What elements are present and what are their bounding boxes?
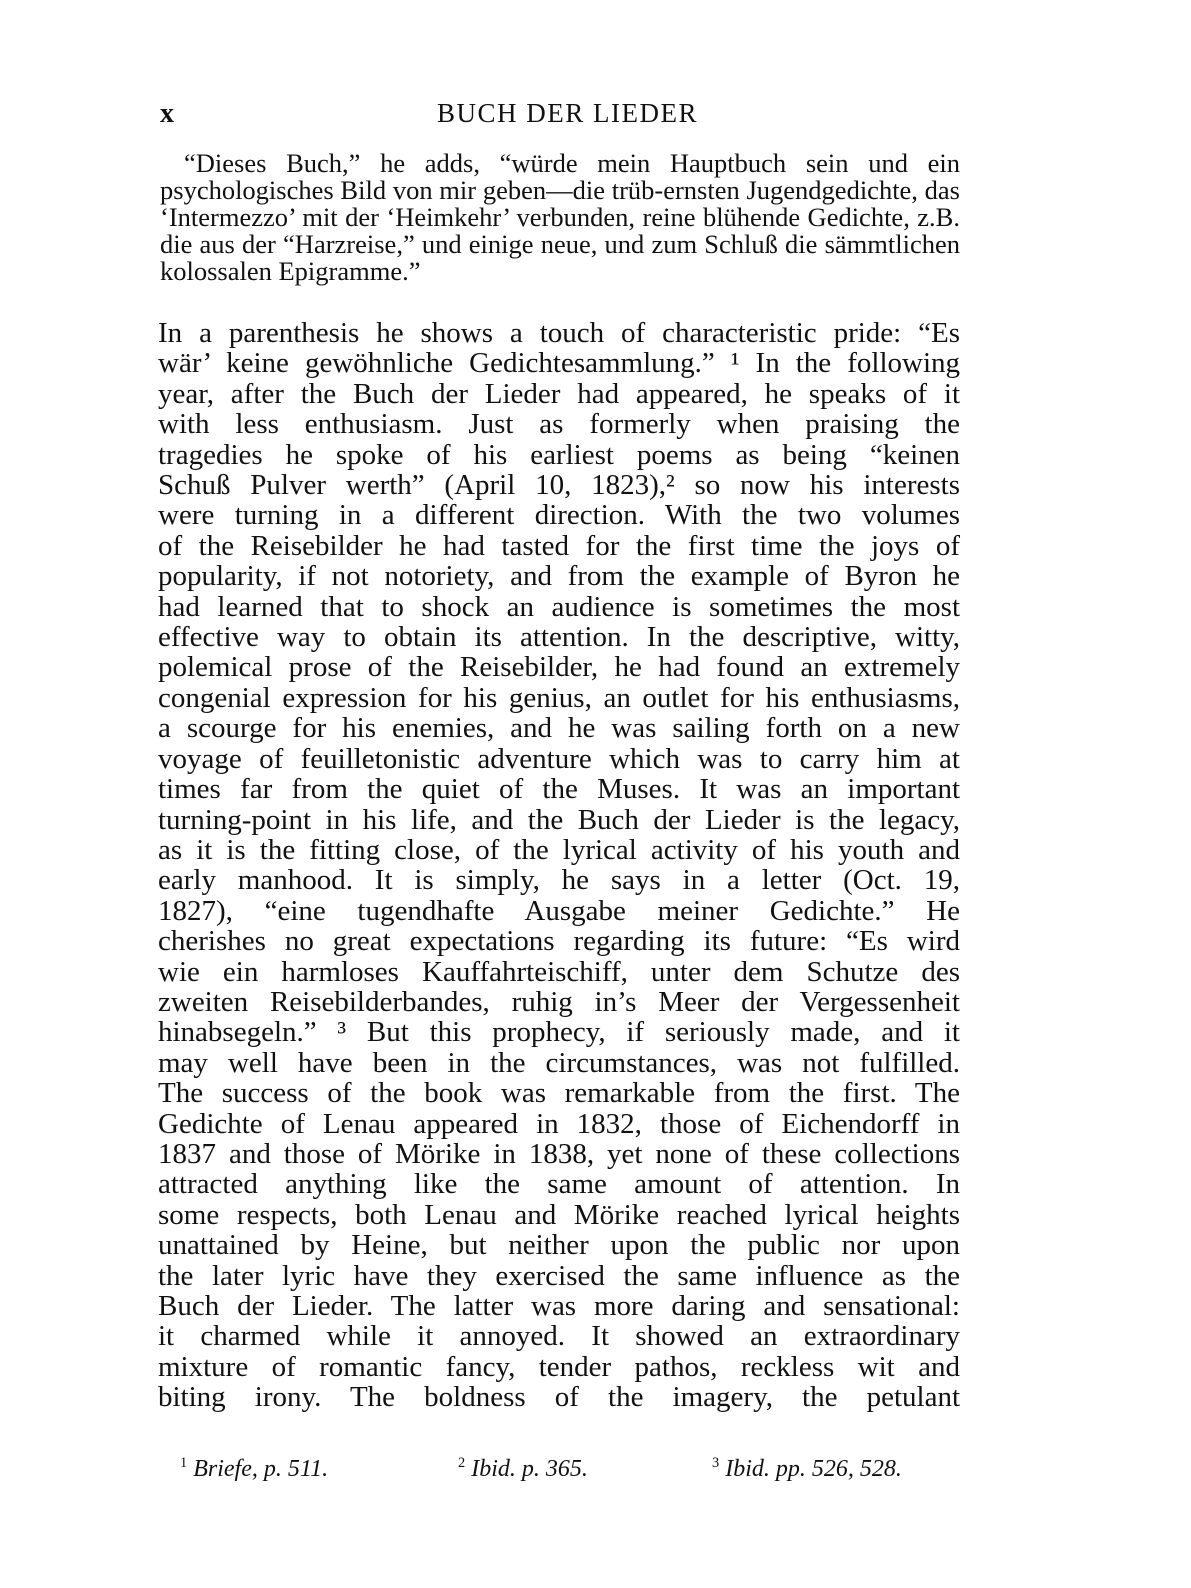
text-line: biting irony. The boldness of the imagery, the petulant: [158, 1381, 960, 1414]
text-line: it charmed while it annoyed. It showed an extraordinary: [158, 1320, 960, 1353]
text-line: of the Reisebilder he had tasted for the first time the joys of: [158, 529, 960, 562]
page-header: [160, 98, 975, 138]
text-line: attracted anything like the same amount of attention. In: [158, 1168, 960, 1201]
text-line: with less enthusiasm. Just as formerly when praising the: [158, 408, 960, 441]
footnotes: [180, 1456, 940, 1486]
text-line: zweiten Reisebilderbandes, ruhig in’s Meer der Vergessenheit: [158, 985, 960, 1018]
text-line: popularity, if not notoriety, and from the example of Byron he: [158, 560, 960, 593]
text-line: Gedichte of Lenau appeared in 1832, those of Eichendorff in: [158, 1107, 960, 1140]
footnote: [180, 1456, 328, 1483]
text-line: tragedies he spoke of his earliest poems as being “keinen: [158, 438, 960, 471]
text-line: some respects, both Lenau and Mörike reached lyrical heights: [158, 1198, 960, 1231]
text-line: 1837 and those of Mörike in 1838, yet none of these collections: [158, 1137, 960, 1170]
footnote-text: Ibid. pp. 526, 528.: [725, 1456, 902, 1482]
footnote-marker: 1: [180, 1455, 188, 1471]
running-title: BUCH DER LIEDER: [437, 98, 698, 128]
text-line: congenial expression for his genius, an outlet for his enthusiasms,: [158, 681, 960, 714]
text-line: cherishes no great expectations regarding its future: “Es wird: [158, 925, 960, 958]
text-line: times far from the quiet of the Muses. It was an important: [158, 773, 960, 806]
text-line: turning-point in his life, and the Buch der Lieder is the legacy,: [158, 803, 960, 836]
footnote-marker: 2: [458, 1455, 466, 1471]
text-line: Schuß Pulver werth” (April 10, 1823),² so now his interests: [158, 469, 960, 502]
text-line: year, after the Buch der Lieder had appeared, he speaks of it: [158, 377, 960, 410]
text-line: unattained by Heine, but neither upon the public nor upon: [158, 1229, 960, 1262]
quote-text: “Dieses Buch,” he adds, “würde mein Hauptbuch sein und ein psychologisches Bild von mir geben—die trüb-ernsten Jugendgedichte, das ‘Intermezzo’ mit der ‘Heimkehr’ verbunden, reine blühende Gedichte, z.B. die aus der “Harzreise,” und einige neue, und zum Schluß die sämmtlichen kolossalen Epigramme.”: [160, 148, 960, 286]
text-line: effective way to obtain its attention. In the descriptive, witty,: [158, 621, 960, 654]
footnote-text: Briefe, p. 511.: [193, 1456, 329, 1482]
text-line: the later lyric have they exercised the same influence as the: [158, 1259, 960, 1292]
text-line: 1827), “eine tugendhafte Ausgabe meiner Gedichte.” He: [158, 894, 960, 927]
text-line: The success of the book was remarkable from the first. The: [158, 1077, 960, 1110]
text-line: Buch der Lieder. The latter was more daring and sensational:: [158, 1290, 960, 1322]
text-line: had learned that to shock an audience is sometimes the most: [158, 590, 960, 623]
footnote-marker: 3: [712, 1455, 720, 1471]
footnote-text: Ibid. p. 365.: [471, 1456, 588, 1482]
text-line: mixture of romantic fancy, tender pathos, reckless wit and: [158, 1350, 960, 1383]
text-line: may well have been in the circumstances, was not fulfilled.: [158, 1046, 960, 1079]
text-line: hinabsegeln.” ³ But this prophecy, if seriously made, and it: [158, 1016, 960, 1049]
body-paragraph: [158, 318, 960, 1413]
text-line: a scourge for his enemies, and he was sailing forth on a new: [158, 712, 960, 745]
footnote: [458, 1456, 588, 1483]
text-line: In a parenthesis he shows a touch of characteristic pride: “Es: [158, 317, 960, 349]
text-line: early manhood. It is simply, he says in a letter (Oct. 19,: [158, 864, 960, 897]
text-line: as it is the fitting close, of the lyrical activity of his youth and: [158, 833, 960, 866]
text-line: wie ein harmloses Kauffahrteischiff, unter dem Schutze des: [158, 955, 960, 988]
footnote: [712, 1456, 902, 1483]
block-quote: [160, 150, 960, 285]
text-line: polemical prose of the Reisebilder, he had found an extremely: [158, 651, 960, 684]
text-line: voyage of feuilletonistic adventure which was to carry him at: [158, 742, 960, 775]
text-line: were turning in a different direction. With the two volumes: [158, 499, 960, 532]
page-number: x: [160, 98, 175, 129]
text-line: wär’ keine gewöhnliche Gedichtesammlung.” ¹ In the following: [158, 347, 960, 380]
